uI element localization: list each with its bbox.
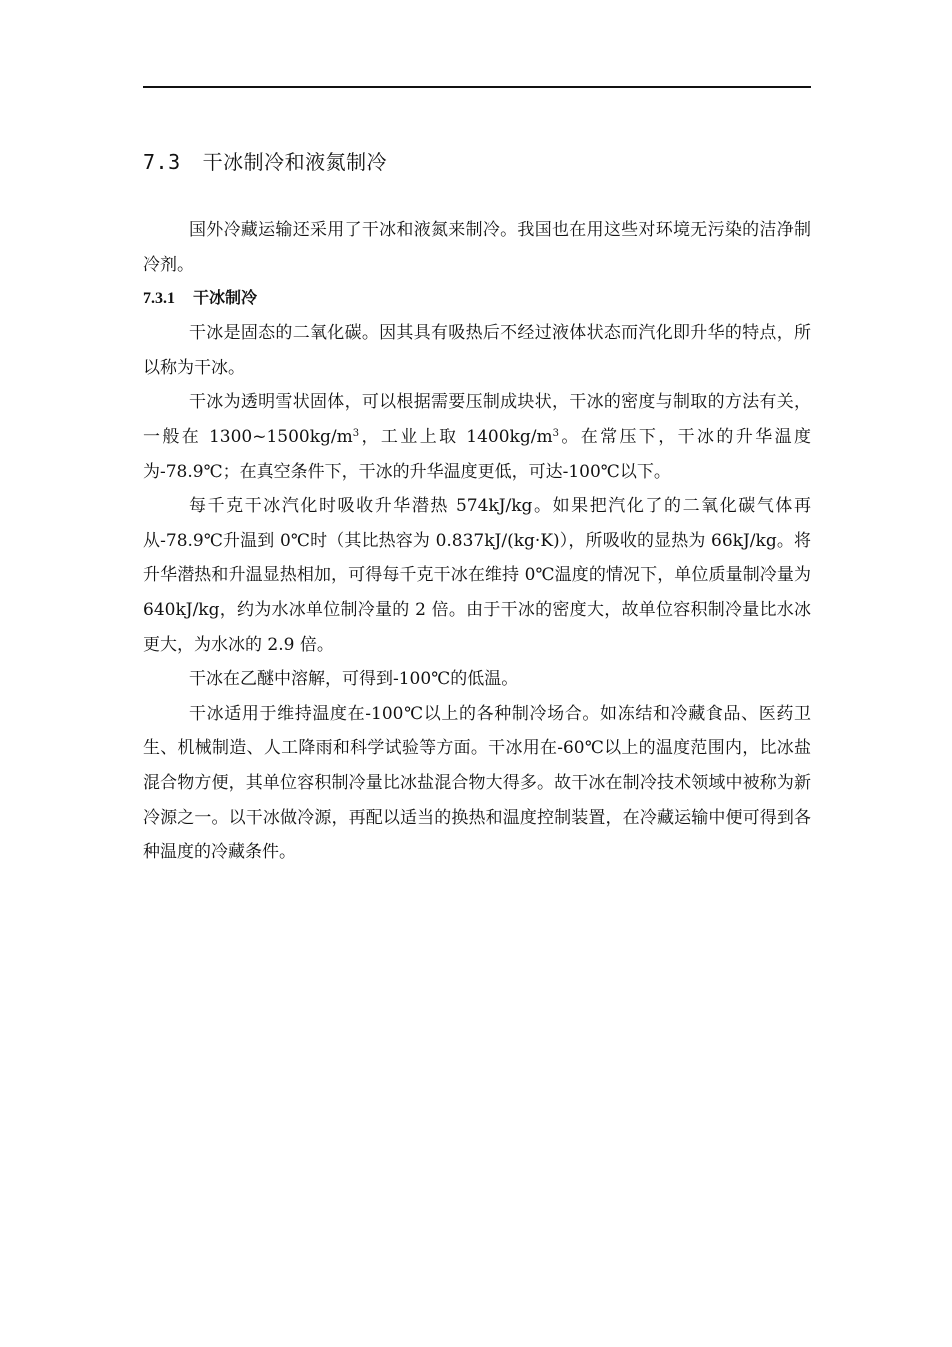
- document-body: [143, 146, 811, 870]
- paragraph-text: ，工业上取 1400kg/m: [359, 426, 553, 447]
- paragraph-dry-ice-definition: 干冰是固态的二氧化碳。因其具有吸热后不经过液体状态而汽化即升华的特点，所以称为干冰。: [143, 323, 811, 378]
- section-title-text: 干冰制冷和液氮制冷: [202, 150, 388, 174]
- section-title: [143, 146, 811, 178]
- superscript: 3: [552, 427, 559, 439]
- subsection-title: [143, 282, 811, 316]
- paragraph-ether: 干冰在乙醚中溶解，可得到-100℃的低温。: [189, 669, 519, 690]
- paragraph-text: 干冰为透明雪状固体，可以根据需要压制成块状，干冰的密度与制取的方法有关，一般在 1300~1500kg/m: [143, 392, 811, 447]
- subsection-title-text: 干冰制冷: [193, 290, 258, 308]
- paragraph-text: 。在常压下，干冰的升华温度为-78.9℃；在真空条件下，干冰的升华温度更低，可达-100℃以下。: [143, 426, 811, 482]
- paragraph-latent-heat: 每千克干冰汽化时吸收升华潜热 574kJ/kg。如果把汽化了的二氧化碳气体再从-78.9℃升温到 0℃时（其比热容为 0.837kJ/(kg·K)），所吸收的显热为 66kJ/kg。将升华潜热和升温显热相加，可得每千克干冰在维持 0℃温度的情况下，单位质量制冷量为 640kJ/kg，约为水冰单位制冷量的 2 倍。由于干冰的密度大，故单位容积制冷量比水冰更大，为水冰的 2.9 倍。: [143, 496, 811, 655]
- subsection-number: 7.3.1: [143, 290, 175, 308]
- paragraph-applications: 干冰适用于维持温度在-100℃以上的各种制冷场合。如冻结和冷藏食品、医药卫生、机械制造、人工降雨和科学试验等方面。干冰用在-60℃以上的温度范围内，比冰盐混合物方便，其单位容积制冷量比冰盐混合物大得多。故干冰在制冷技术领域中被称为新冷源之一。以干冰做冷源，再配以适当的换热和温度控制装置，在冷藏运输中便可得到各种温度的冷藏条件。: [143, 703, 811, 863]
- superscript: 3: [352, 427, 360, 439]
- section-number: 7.3: [143, 150, 181, 174]
- paragraph-dry-ice-density: [143, 385, 811, 489]
- header-rule: [143, 86, 811, 88]
- intro-paragraph: 国外冷藏运输还采用了干冰和液氮来制冷。我国也在用这些对环境无污染的洁净制冷剂。: [143, 220, 811, 275]
